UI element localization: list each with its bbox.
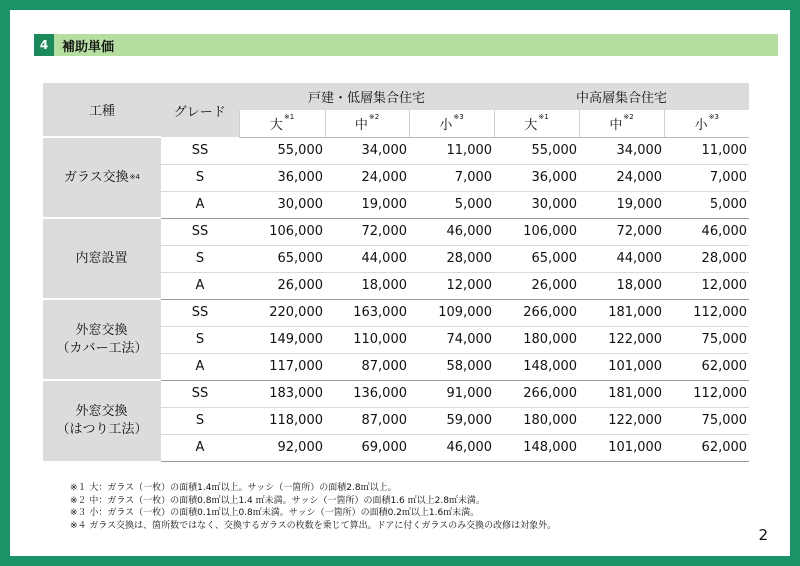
price-cell: 65,000	[494, 245, 579, 272]
price-cell: 72,000	[579, 218, 664, 245]
price-cell: 109,000	[409, 299, 494, 326]
price-cell: 75,000	[664, 407, 749, 434]
price-cell: 74,000	[409, 326, 494, 353]
price-cell: 28,000	[409, 245, 494, 272]
price-cell: 101,000	[579, 353, 664, 380]
category-name: 外窓交換	[75, 322, 128, 338]
price-cell: 5,000	[664, 191, 749, 218]
section-title: 補助単価	[62, 39, 115, 55]
price-cell: 136,000	[325, 380, 409, 407]
category-subname: （はつり工法）	[56, 422, 148, 437]
price-cell: 72,000	[325, 218, 409, 245]
price-cell: 12,000	[409, 272, 494, 299]
header-kouji: 工種	[43, 83, 161, 137]
grade-cell: A	[161, 191, 239, 218]
price-cell: 7,000	[664, 164, 749, 191]
price-cell: 112,000	[664, 380, 749, 407]
grade-cell: SS	[161, 218, 239, 245]
category-subname: （カバー工法）	[56, 340, 148, 356]
price-cell: 266,000	[494, 299, 579, 326]
price-cell: 19,000	[325, 191, 409, 218]
price-cell: 18,000	[579, 272, 664, 299]
table-row	[43, 299, 749, 326]
price-cell: 91,000	[409, 380, 494, 407]
price-cell: 11,000	[664, 137, 749, 164]
category-note: ※4	[129, 172, 140, 181]
price-cell: 122,000	[579, 326, 664, 353]
grade-cell: A	[161, 272, 239, 299]
price-cell: 117,000	[239, 353, 325, 380]
price-cell: 59,000	[409, 407, 494, 434]
header-size	[239, 110, 325, 137]
subsidy-unit-price-table	[43, 83, 749, 462]
price-cell: 24,000	[579, 164, 664, 191]
category-cell	[43, 299, 161, 380]
price-cell: 55,000	[239, 137, 325, 164]
header-size-note: ※3	[453, 112, 464, 121]
price-cell: 18,000	[325, 272, 409, 299]
price-cell: 12,000	[664, 272, 749, 299]
grade-cell: A	[161, 353, 239, 380]
grade-cell: SS	[161, 299, 239, 326]
price-cell: 36,000	[494, 164, 579, 191]
price-cell: 30,000	[239, 191, 325, 218]
price-cell: 266,000	[494, 380, 579, 407]
price-cell: 5,000	[409, 191, 494, 218]
header-size	[579, 110, 664, 137]
category-cell	[43, 218, 161, 299]
header-size	[664, 110, 749, 137]
price-cell: 46,000	[664, 218, 749, 245]
price-cell: 26,000	[239, 272, 325, 299]
price-cell: 180,000	[494, 407, 579, 434]
price-cell: 101,000	[579, 434, 664, 461]
price-cell: 7,000	[409, 164, 494, 191]
price-cell: 148,000	[494, 434, 579, 461]
price-cell: 181,000	[579, 299, 664, 326]
footnote: ※４ ガラス交換は、箇所数ではなく、交換するガラスの枚数を乗じて算出。ドアに付くガラスのみ交換の改修は対象外。	[70, 520, 557, 531]
header-grade: グレード	[161, 83, 239, 137]
header-size-label: 小	[439, 117, 453, 133]
price-cell: 36,000	[239, 164, 325, 191]
price-cell: 44,000	[579, 245, 664, 272]
price-cell: 149,000	[239, 326, 325, 353]
header-size	[494, 110, 579, 137]
header-group-highrise: 中高層集合住宅	[494, 83, 749, 110]
section-header	[34, 34, 778, 56]
header-size-label: 中	[354, 117, 368, 133]
grade-cell: S	[161, 245, 239, 272]
price-cell: 55,000	[494, 137, 579, 164]
price-cell: 24,000	[325, 164, 409, 191]
price-cell: 110,000	[325, 326, 409, 353]
grade-cell: SS	[161, 380, 239, 407]
price-cell: 181,000	[579, 380, 664, 407]
category-name: ガラス交換	[64, 169, 129, 185]
footnotes	[70, 482, 770, 532]
grade-cell: SS	[161, 137, 239, 164]
price-cell: 87,000	[325, 407, 409, 434]
price-cell: 46,000	[409, 218, 494, 245]
header-size-note: ※1	[538, 112, 549, 121]
price-cell: 163,000	[325, 299, 409, 326]
header-size-note: ※1	[283, 112, 295, 121]
price-cell: 180,000	[494, 326, 579, 353]
price-cell: 92,000	[239, 434, 325, 461]
header-size	[409, 110, 494, 137]
header-size-label: 大	[524, 117, 538, 133]
header-size-label: 小	[694, 117, 708, 133]
price-cell: 75,000	[664, 326, 749, 353]
header-size-label: 大	[269, 117, 283, 133]
document-page	[10, 10, 790, 556]
price-cell: 106,000	[239, 218, 325, 245]
page-number: 2	[758, 526, 768, 544]
price-cell: 69,000	[325, 434, 409, 461]
table-row	[43, 137, 749, 164]
price-cell: 65,000	[239, 245, 325, 272]
price-cell: 28,000	[664, 245, 749, 272]
price-cell: 87,000	[325, 353, 409, 380]
price-cell: 106,000	[494, 218, 579, 245]
price-cell: 34,000	[579, 137, 664, 164]
price-cell: 62,000	[664, 434, 749, 461]
price-cell: 112,000	[664, 299, 749, 326]
table-row	[43, 218, 749, 245]
header-group-detached: 戸建・低層集合住宅	[239, 83, 494, 110]
price-cell: 44,000	[325, 245, 409, 272]
footnote: ※２ 中：ガラス（一枚）の面積0.8㎡以上1.4 ㎡未満。サッシ（一箇所）の面積1.6 ㎡以上2.8㎡未満。	[70, 495, 485, 506]
header-size	[325, 110, 409, 137]
price-cell: 46,000	[409, 434, 494, 461]
price-cell: 30,000	[494, 191, 579, 218]
price-cell: 148,000	[494, 353, 579, 380]
price-cell: 183,000	[239, 380, 325, 407]
price-cell: 11,000	[409, 137, 494, 164]
price-cell: 34,000	[325, 137, 409, 164]
price-cell: 58,000	[409, 353, 494, 380]
grade-cell: S	[161, 326, 239, 353]
price-cell: 19,000	[579, 191, 664, 218]
header-size-note: ※2	[368, 112, 380, 121]
section-number: 4	[34, 34, 54, 56]
price-cell: 62,000	[664, 353, 749, 380]
price-cell: 122,000	[579, 407, 664, 434]
table-row	[43, 380, 749, 407]
price-cell: 26,000	[494, 272, 579, 299]
category-cell	[43, 137, 161, 218]
footnote: ※１ 大：ガラス（一枚）の面積1.4㎡以上。サッシ（一箇所）の面積2.8㎡以上。	[70, 483, 397, 493]
header-size-label: 中	[609, 117, 623, 133]
grade-cell: S	[161, 407, 239, 434]
price-cell: 118,000	[239, 407, 325, 434]
category-name: 内窓設置	[75, 250, 128, 266]
header-size-note: ※2	[623, 112, 634, 121]
category-cell	[43, 380, 161, 461]
footnote: ※３ 小：ガラス（一枚）の面積0.1㎡以上0.8㎡未満。サッシ（一箇所）の面積0.2㎡以上1.6㎡未満。	[70, 508, 480, 518]
price-cell: 220,000	[239, 299, 325, 326]
header-size-note: ※3	[708, 112, 719, 121]
grade-cell: A	[161, 434, 239, 461]
grade-cell: S	[161, 164, 239, 191]
category-name: 外窓交換	[75, 404, 128, 419]
